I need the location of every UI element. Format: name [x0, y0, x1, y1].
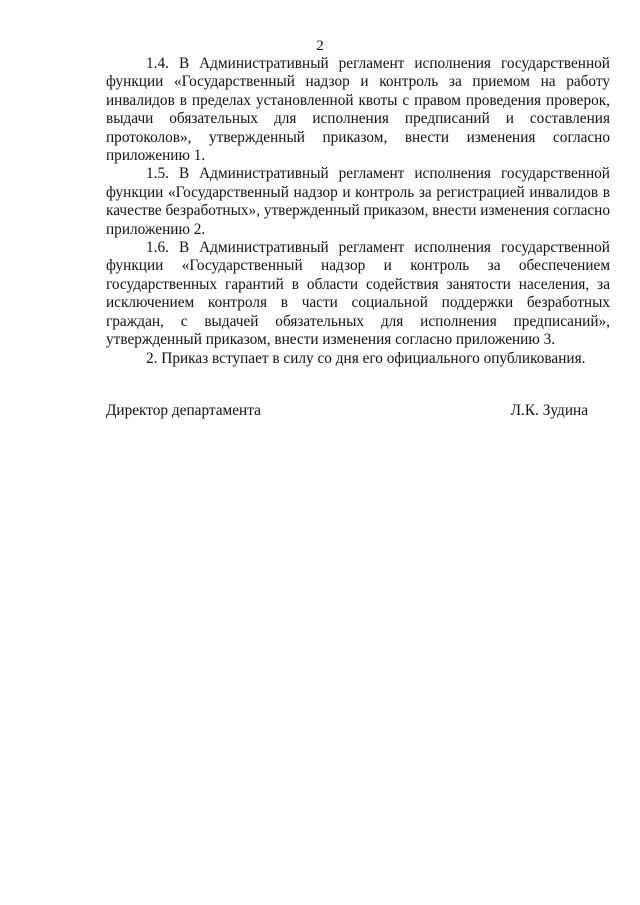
paragraph-1-5: 1.5. В Административный регламент исполнения государственной функции «Государственный надзор и контроль за регистрацией инвалидов в качестве безработных», утвержденный приказом, внести изменения согласно приложению 2. [106, 165, 610, 238]
page-number: 2 [316, 38, 324, 54]
signatory-position: Директор департамента [106, 402, 261, 419]
paragraph-1-4: 1.4. В Административный регламент исполнения государственной функции «Государственный надзор и контроль за приемом на работу инвалидов в пределах установленной квоты с правом проведения проверок, выдачи обязательных для исполнения предписаний и составления протоколов», утвержденный приказом, внести изменения согласно приложению 1. [106, 55, 610, 165]
signatory-name: Л.К. Зудина [510, 402, 588, 419]
signature-block [106, 402, 588, 420]
paragraph-2: 2. Приказ вступает в силу со дня его официального опубликования. [146, 349, 586, 367]
paragraph-1-6: 1.6. В Административный регламент исполнения государственной функции «Государственный надзор и контроль за обеспечением государственных гарантий в области содействия занятости населения, за исключением контроля в части социальной поддержки безработных граждан, с выдачей обязательных для исполнения предписаний», утвержденный приказом, внести изменения согласно приложению 3. [106, 239, 610, 349]
document-body [106, 55, 610, 368]
